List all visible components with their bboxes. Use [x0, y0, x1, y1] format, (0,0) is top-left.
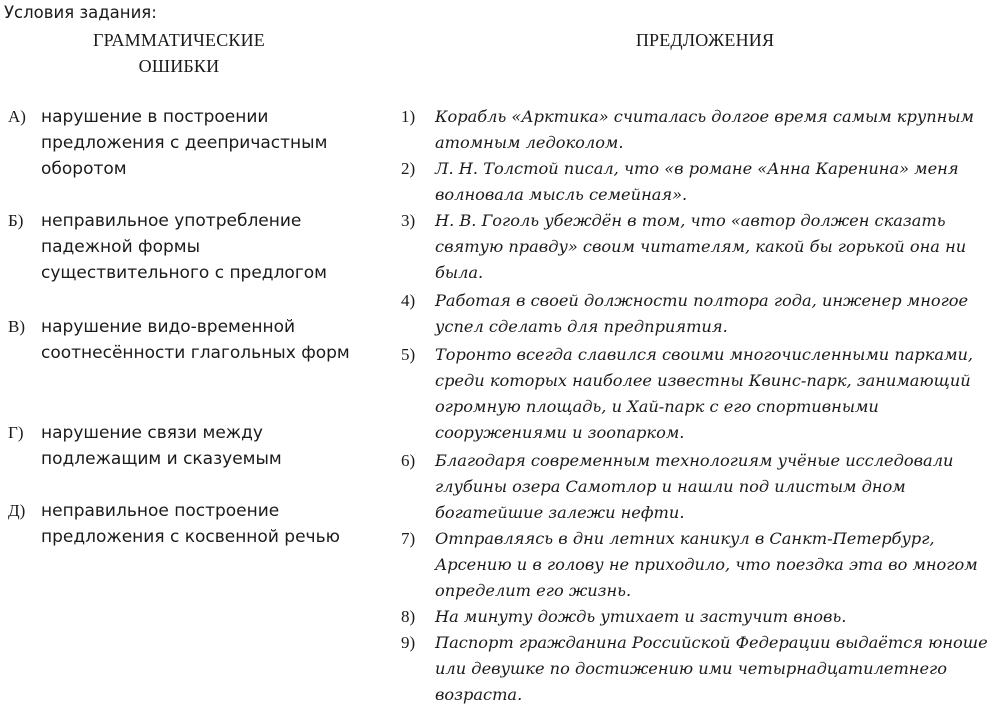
sentence-text: Работая в своей должности полтора года, инженер многое успел сделать для предприятия.	[435, 291, 969, 336]
sentence-number: 1)	[401, 107, 416, 126]
sentence-text: Отправляясь в дни летних каникул в Санкт-Петербург, Арсению и в голову не приходило, что поездка эта во многом определит его жизнь.	[435, 529, 978, 600]
sentence-text: На минуту дождь утихает и застучит вновь.	[435, 607, 847, 626]
error-letter: Б)	[8, 211, 24, 230]
sentence-number: 3)	[401, 211, 416, 230]
error-text: неправильное построение предложения с косвенной речью	[41, 501, 340, 547]
sentence-number: 7)	[401, 529, 416, 548]
sentence-number: 6)	[401, 451, 416, 470]
sentence-number: 9)	[401, 633, 416, 652]
sentence-text: Л. Н. Толстой писал, что «в романе «Анна Каренина» меня волновала мысль семейная».	[435, 159, 959, 204]
sentence-text: Корабль «Арктика» считалась долгое время самым крупным атомным ледоколом.	[435, 107, 974, 152]
error-letter: А)	[8, 107, 26, 126]
sentences-header: ПРЕДЛОЖЕНИЯ	[635, 30, 775, 50]
sentence-text: Благодаря современным технологиям учёные исследовали глубины озера Самотлор и нашли под илистым дном богатейшие залежи нефти.	[435, 451, 954, 522]
error-text: нарушение видо-временной соотнесённости глагольных форм	[41, 317, 350, 363]
error-letter: В)	[8, 317, 25, 336]
error-letter: Г)	[8, 423, 24, 442]
sentence-text: Паспорт гражданина Российской Федерации выдаётся юноше или девушке по достижению ими четырнадцатилетнего возраста.	[435, 633, 988, 704]
task-conditions-label: Условия задания:	[4, 3, 157, 22]
sentence-number: 2)	[401, 159, 416, 178]
sentence-number: 5)	[401, 345, 416, 364]
error-text: неправильное употребление падежной формы существительного с предлогом	[41, 211, 327, 283]
error-letter: Д)	[8, 501, 26, 520]
error-text: нарушение в построении предложения с деепричастным оборотом	[41, 107, 328, 179]
grammar-errors-header: ГРАММАТИЧЕСКИЕ ОШИБКИ	[92, 30, 266, 76]
error-text: нарушение связи между подлежащим и сказуемым	[41, 423, 282, 469]
sentence-number: 4)	[401, 291, 416, 310]
sentence-text: Н. В. Гоголь убеждён в том, что «автор должен сказать святую правду» своим читателям, какой бы горькой она ни была.	[435, 211, 967, 282]
sentence-number: 8)	[401, 607, 416, 626]
sentence-text: Торонто всегда славился своими многочисленными парками, среди которых наиболее известны Квинс-парк, занимающий огромную площадь, и Хай-парк с его спортивными сооружениями и зоопарком.	[435, 345, 974, 442]
